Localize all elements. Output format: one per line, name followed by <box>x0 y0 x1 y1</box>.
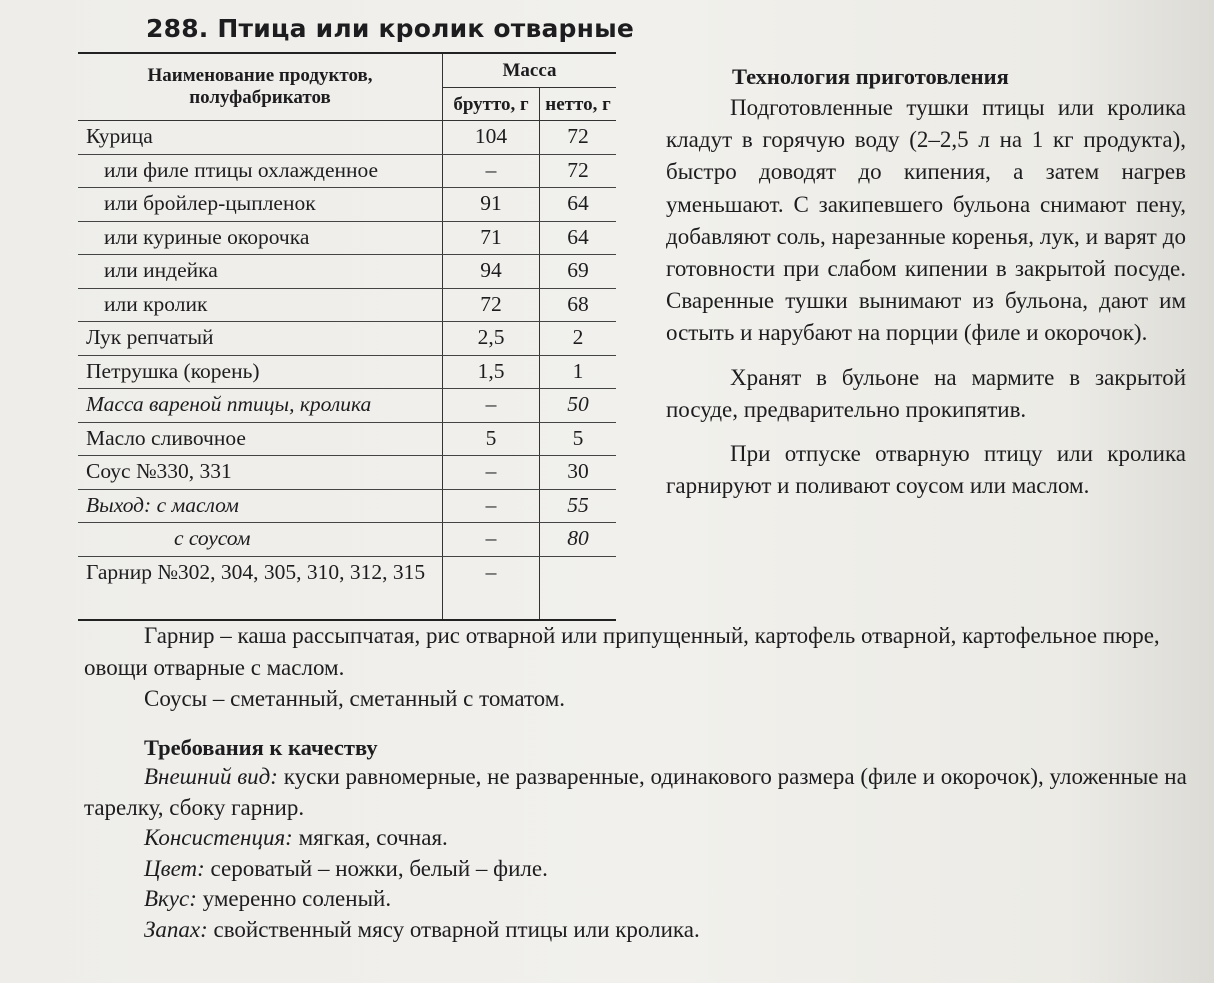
technology-heading: Технология приготовления <box>732 64 1009 89</box>
color-label: Цвет: <box>144 855 205 881</box>
row-brutto: 2,5 <box>443 322 540 355</box>
row-name: или куриные окорочка <box>78 222 443 255</box>
row-netto: 72 <box>567 157 589 182</box>
row-netto: 50 <box>567 392 589 416</box>
row-netto: 80 <box>567 526 589 550</box>
technology-section <box>666 62 1186 502</box>
row-name: Масло сливочное <box>78 423 443 456</box>
row-netto <box>540 557 616 619</box>
table-row <box>78 322 616 356</box>
quality-smell <box>84 915 1194 946</box>
taste-label: Вкус: <box>144 886 197 911</box>
quality-section <box>84 762 1194 945</box>
quality-consistency <box>84 823 1194 854</box>
table-row <box>78 456 616 490</box>
row-name: или филе птицы охлажденное <box>78 155 443 188</box>
technology-paragraph: Хранят в бульоне на мармите в закрытой посуде, предварительно прокипятив. <box>666 364 1186 422</box>
smell-label: Запах: <box>144 916 208 942</box>
table-row <box>78 222 616 256</box>
ingredients-table <box>78 52 616 621</box>
row-name: или бройлер-цыпленок <box>78 188 443 221</box>
table-row <box>78 490 616 524</box>
row-name: Соус №330, 331 <box>78 456 443 489</box>
appearance-text: куски равномерные, не разваренные, одинакового размера (филе и окорочок), уложенные на тарелку, сбоку гарнир. <box>84 764 1187 820</box>
row-brutto: 5 <box>443 423 540 456</box>
garnish-note: Гарнир – каша рассыпчатая, рис отварной или припущенный, картофель отварной, картофельное пюре, овощи отварные с маслом. <box>84 623 1160 680</box>
table-row <box>78 188 616 222</box>
row-brutto: 104 <box>443 121 540 154</box>
row-name: или индейка <box>78 255 443 288</box>
table-row <box>78 523 616 557</box>
row-brutto: 72 <box>443 289 540 322</box>
table-row <box>78 255 616 289</box>
row-name: Петрушка (корень) <box>78 356 443 389</box>
row-netto: 64 <box>567 224 589 249</box>
color-text: сероватый – ножки, белый – филе. <box>204 855 548 881</box>
table-row <box>78 389 616 423</box>
row-name: или кролик <box>78 289 443 322</box>
table-row <box>78 121 616 155</box>
row-brutto: 91 <box>443 188 540 221</box>
quality-color <box>84 854 1194 885</box>
row-name: Масса вареной птицы, кролика <box>78 389 443 422</box>
row-name: Выход: с маслом <box>78 490 443 523</box>
smell-text: свойственный мясу отварной птицы или кролика. <box>207 916 700 942</box>
table-row <box>78 289 616 323</box>
row-brutto: – <box>443 389 540 422</box>
table-header <box>78 54 616 121</box>
technology-paragraph: При отпуске отварную птицу или кролика гарнируют и поливают соусом или маслом. <box>666 441 1186 499</box>
appearance-label: Внешний вид: <box>144 764 278 789</box>
table-row <box>78 423 616 457</box>
row-netto: 1 <box>572 358 584 383</box>
table-row <box>78 557 616 619</box>
consistency-text: мягкая, сочная. <box>292 825 448 850</box>
table-row <box>78 356 616 390</box>
notes-section <box>84 620 1194 715</box>
row-brutto: 71 <box>443 222 540 255</box>
row-netto: 64 <box>567 191 589 215</box>
header-product-name: Наименование продуктов, полуфабрикатов <box>78 54 443 120</box>
row-brutto: – <box>443 490 540 523</box>
row-brutto: – <box>443 523 540 556</box>
row-name: Лук репчатый <box>78 322 443 355</box>
row-brutto: – <box>443 557 540 619</box>
row-brutto: – <box>443 155 540 188</box>
row-netto: 72 <box>567 124 589 148</box>
quality-heading: Требования к качеству <box>144 735 378 760</box>
row-brutto: 94 <box>443 255 540 288</box>
technology-paragraph: Подготовленные тушки птицы или кролика кладут в горячую воду (2–2,5 л на 1 кг продукта), быстро доводят до кипения, а затем нагрев уменьшают. С закипевшего бульона снимают пену, добавляют соль, нарезанные коренья, лук, и варят до готовности при слабом кипении в закрытой посуде. Сваренные тушки вынимают из бульона, дают им остыть и нарубают на порции (филе и окорочок). <box>666 95 1186 346</box>
sauces-note: Соусы – сметанный, сметанный с томатом. <box>144 686 566 711</box>
row-name: с соусом <box>78 523 443 556</box>
row-netto: 68 <box>567 291 589 316</box>
header-mass: Масса <box>502 60 557 81</box>
row-name: Гарнир №302, 304, 305, 310, 312, 315 <box>78 557 443 619</box>
quality-taste <box>84 884 1194 915</box>
table-row <box>78 155 616 189</box>
row-netto: 5 <box>572 425 584 450</box>
row-netto: 30 <box>567 459 589 483</box>
quality-appearance <box>84 762 1194 823</box>
row-brutto: – <box>443 456 540 489</box>
row-brutto: 1,5 <box>443 356 540 389</box>
row-netto: 55 <box>567 492 589 517</box>
header-netto: нетто, г <box>540 87 616 121</box>
taste-text: умеренно соленый. <box>196 886 392 911</box>
recipe-title: 288. Птица или кролик отварные <box>146 14 635 43</box>
row-netto: 2 <box>572 325 584 349</box>
header-brutto: брутто, г <box>443 87 540 121</box>
row-netto: 69 <box>567 258 589 282</box>
row-name: Курица <box>78 121 443 154</box>
consistency-label: Консистенция: <box>144 825 293 850</box>
